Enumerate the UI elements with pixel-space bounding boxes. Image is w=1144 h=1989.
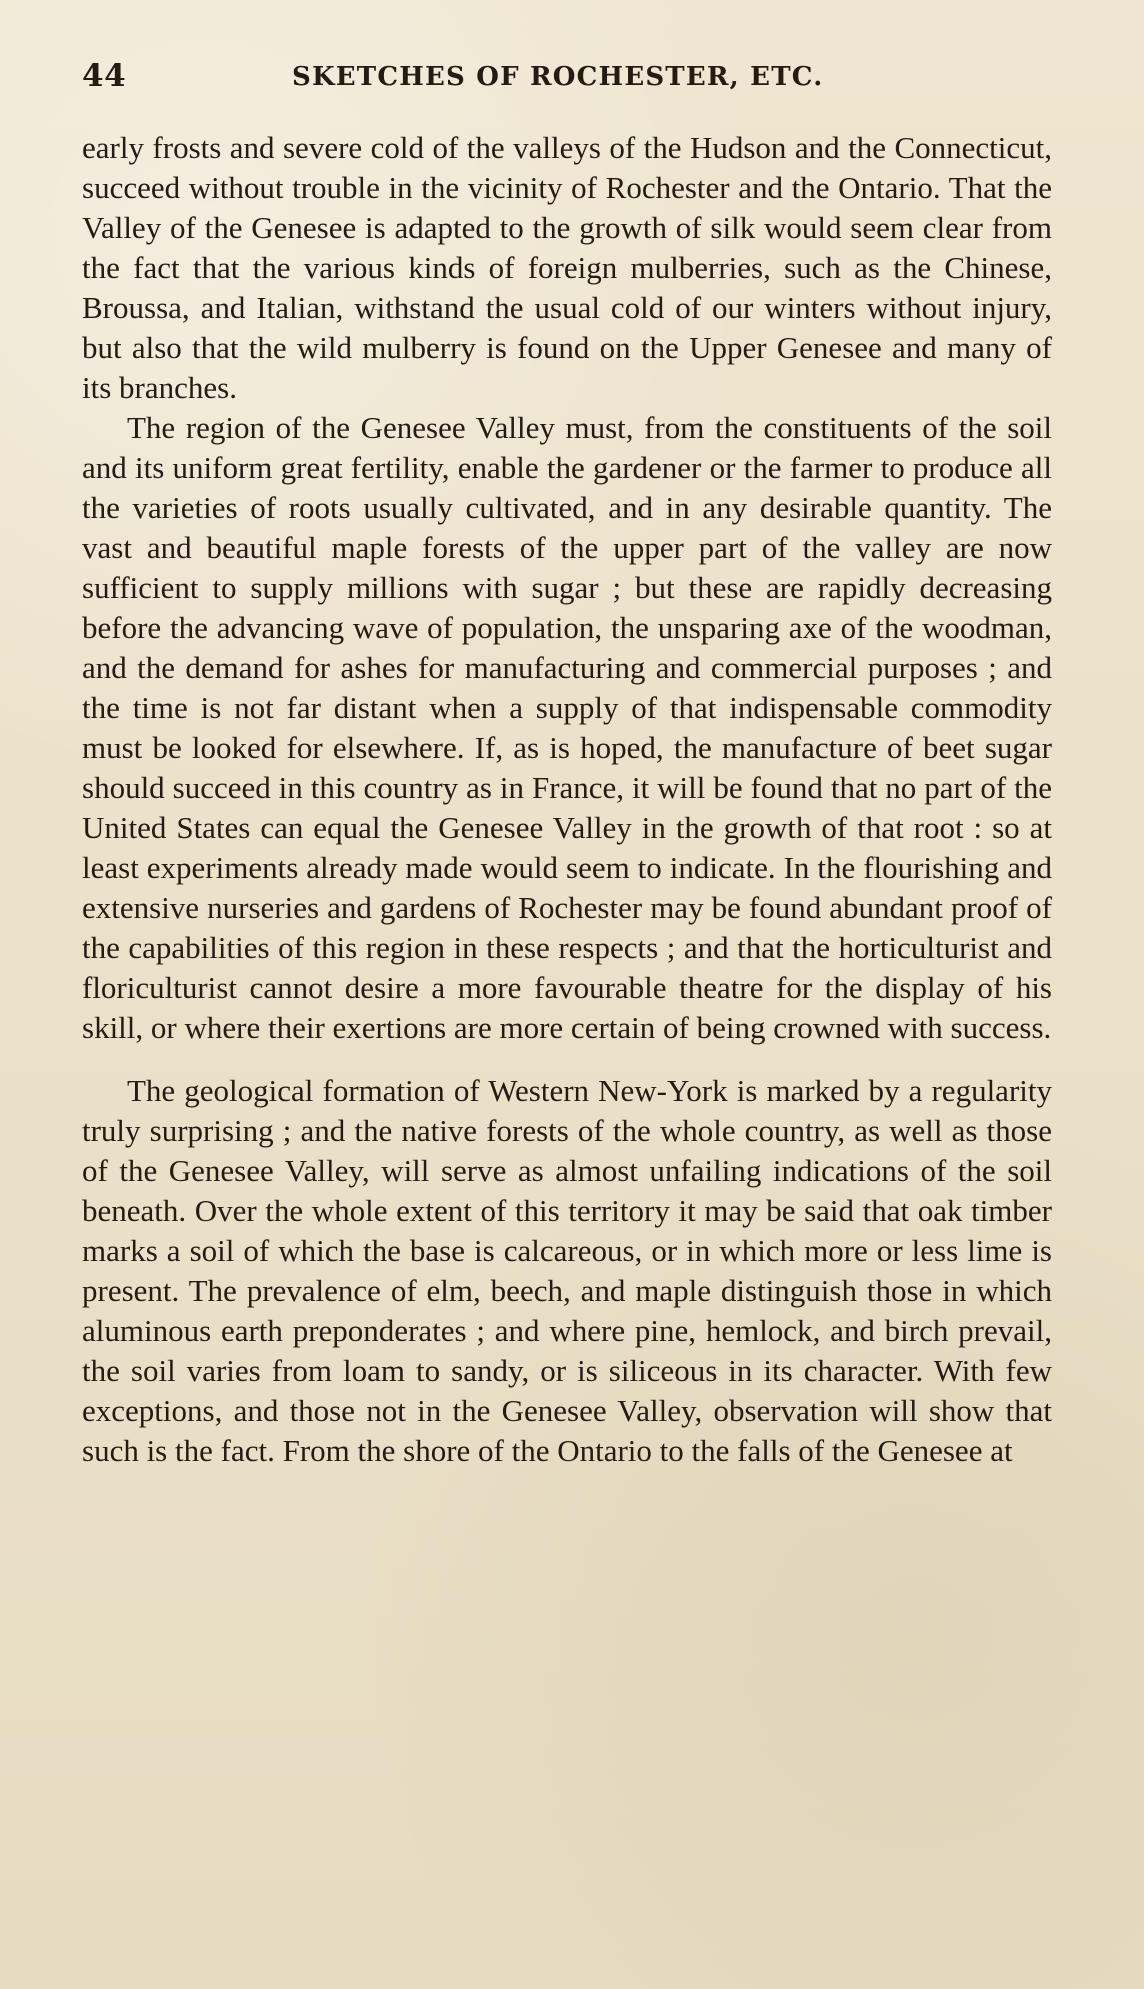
page-text <box>82 128 1052 1471</box>
running-head: SKETCHES OF ROCHESTER, ETC. <box>292 62 824 92</box>
paragraph-2: The region of the Genesee Valley must, from the constituents of the soil and its uniform great fertility, enable the gardener or the farmer to produce all the varieties of roots usually cultivated, and in any desirable quantity. The vast and beautiful maple forests of the upper part of the valley are now sufficient to supply millions with sugar ; but these are rapidly decreasing before the advancing wave of population, the unsparing axe of the woodman, and the demand for ashes for manufacturing and commercial purposes ; and the time is not far distant when a supply of that indispensable commodity must be looked for elsewhere. If, as is hoped, the manufacture of beet sugar should succeed in this country as in France, it will be found that no part of the United States can equal the Genesee Valley in the growth of that root : so at least experiments already made would seem to indicate. In the flourishing and extensive nurseries and gardens of Rochester may be found abundant proof of the capabilities of this region in these respects ; and that the horticulturist and floriculturist cannot desire a more favourable theatre for the display of his skill, or where their exertions are more certain of being crowned with success. <box>82 410 1052 1045</box>
page-header <box>82 58 1062 98</box>
paragraph-3: The geological formation of Western New-York is marked by a regularity truly surprising ; and the native forests of the whole country, as well as those of the Genesee Valley, will serve as almost unfailing indications of the soil beneath. Over the whole extent of this territory it may be said that oak timber marks a soil of which the base is calcareous, or in which more or less lime is present. The prevalence of elm, beech, and maple distinguish those in which aluminous earth preponderates ; and where pine, hemlock, and birch prevail, the soil varies from loam to sandy, or is siliceous in its character. With few exceptions, and those not in the Genesee Valley, observation will show that such is the fact. From the shore of the Ontario to the falls of the Genesee at <box>82 1073 1052 1468</box>
page-number: 44 <box>82 58 127 94</box>
paragraph-1: early frosts and severe cold of the valleys of the Hudson and the Connecticut, succeed without trouble in the vicinity of Rochester and the Ontario. That the Valley of the Genesee is adapted to the growth of silk would seem clear from the fact that the various kinds of foreign mulberries, such as the Chinese, Broussa, and Italian, withstand the usual cold of our winters without injury, but also that the wild mulberry is found on the Upper Genesee and many of its branches. <box>82 130 1052 405</box>
